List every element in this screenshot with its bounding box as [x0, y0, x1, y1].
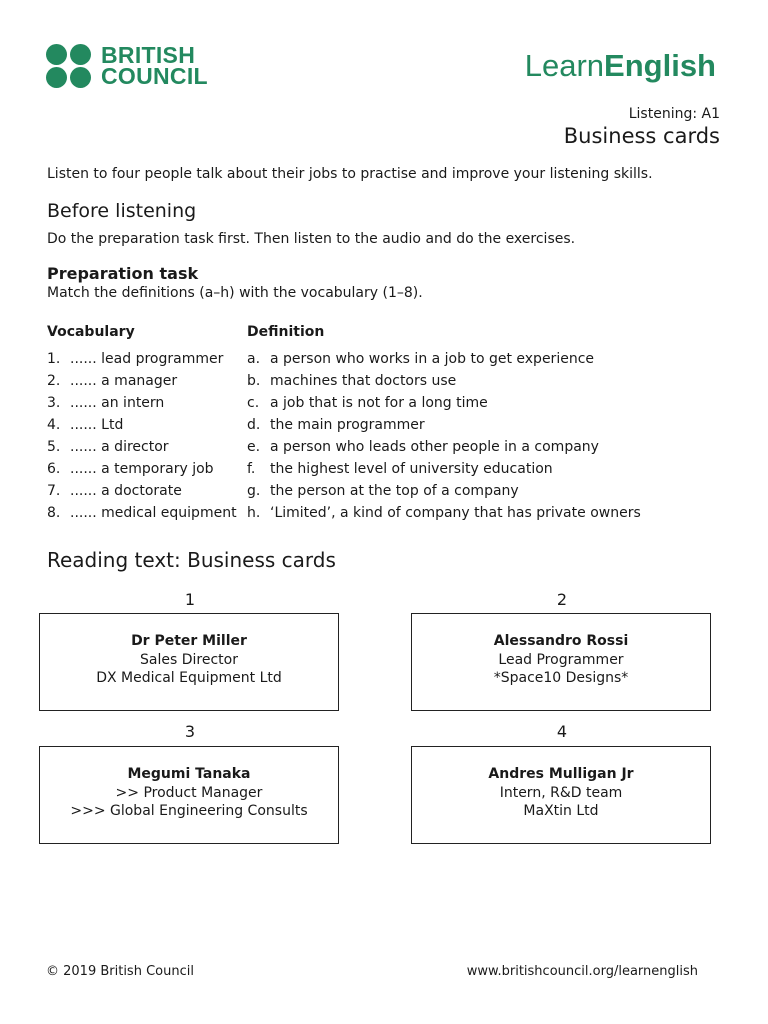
card-name: Andres Mulligan Jr [488, 766, 634, 782]
card-company: >>> Global Engineering Consults [70, 803, 308, 819]
footer-url-link[interactable]: www.britishcouncil.org/learnenglish [466, 964, 698, 979]
list-item: 2. ...... a manager [47, 373, 178, 389]
list-item: 3. ...... an intern [47, 395, 165, 411]
list-item: 7. ...... a doctorate [47, 483, 182, 499]
level-label: Listening: A1 [628, 106, 720, 122]
list-item: 8. ...... medical equipment [47, 505, 237, 521]
card-name: Alessandro Rossi [493, 633, 629, 649]
footer-copyright: © 2019 British Council [46, 964, 194, 979]
logo-line-2: COUNCIL [101, 63, 208, 89]
business-card-4 [411, 746, 711, 844]
card-name: Megumi Tanaka [127, 766, 251, 782]
logo-wordmark [101, 42, 208, 89]
list-item: g. the person at the top of a company [247, 483, 519, 499]
list-item: c. a job that is not for a long time [247, 395, 488, 411]
list-item: 1. ...... lead programmer [47, 351, 224, 367]
list-item: 6. ...... a temporary job [47, 461, 214, 477]
list-item: h. ‘Limited’, a kind of company that has private owners [247, 505, 641, 521]
card-company: MaXtin Ltd [523, 803, 599, 819]
logo-line-1: BRITISH [101, 42, 196, 68]
card-title: Intern, R&D team [499, 784, 623, 801]
card-number-4: 4 [556, 722, 568, 741]
preparation-task-instruction: Match the definitions (a–h) with the vocabulary (1–8). [47, 285, 423, 301]
card-title: Sales Director [140, 651, 238, 668]
brand-light: Learn [524, 48, 605, 83]
before-listening-text: Do the preparation task first. Then listen to the audio and do the exercises. [47, 231, 576, 247]
list-item: e. a person who leads other people in a company [247, 439, 599, 455]
list-item: 5. ...... a director [47, 439, 169, 455]
list-item: a. a person who works in a job to get experience [247, 351, 595, 367]
before-listening-heading: Before listening [47, 200, 197, 222]
card-number-3: 3 [184, 722, 196, 741]
vocabulary-header: Vocabulary [47, 324, 135, 340]
intro-text: Listen to four people talk about their jobs to practise and improve your listening skills. [47, 166, 653, 182]
business-card-1 [39, 613, 339, 711]
british-council-logo [46, 44, 208, 88]
list-item: 4. ...... Ltd [47, 417, 124, 433]
list-item: b. machines that doctors use [247, 373, 457, 389]
card-title: Lead Programmer [498, 651, 624, 668]
vocabulary-list [47, 348, 237, 524]
page-title: Business cards [563, 124, 720, 148]
card-company: *Space10 Designs* [493, 670, 629, 686]
reading-text-heading: Reading text: Business cards [47, 548, 336, 572]
card-company: DX Medical Equipment Ltd [96, 670, 282, 686]
learnenglish-logo [525, 48, 716, 84]
list-item: f. the highest level of university education [247, 461, 553, 477]
card-number-1: 1 [184, 590, 196, 609]
card-number-2: 2 [556, 590, 568, 609]
card-title: >> Product Manager [115, 784, 263, 801]
card-name: Dr Peter Miller [131, 633, 247, 649]
definition-list [247, 348, 641, 524]
definition-header: Definition [247, 324, 325, 340]
list-item: d. the main programmer [247, 417, 425, 433]
business-card-3 [39, 746, 339, 844]
preparation-task-heading: Preparation task [47, 264, 199, 283]
brand-bold: English [604, 48, 716, 83]
business-card-2 [411, 613, 711, 711]
logo-dots-icon [46, 44, 92, 88]
